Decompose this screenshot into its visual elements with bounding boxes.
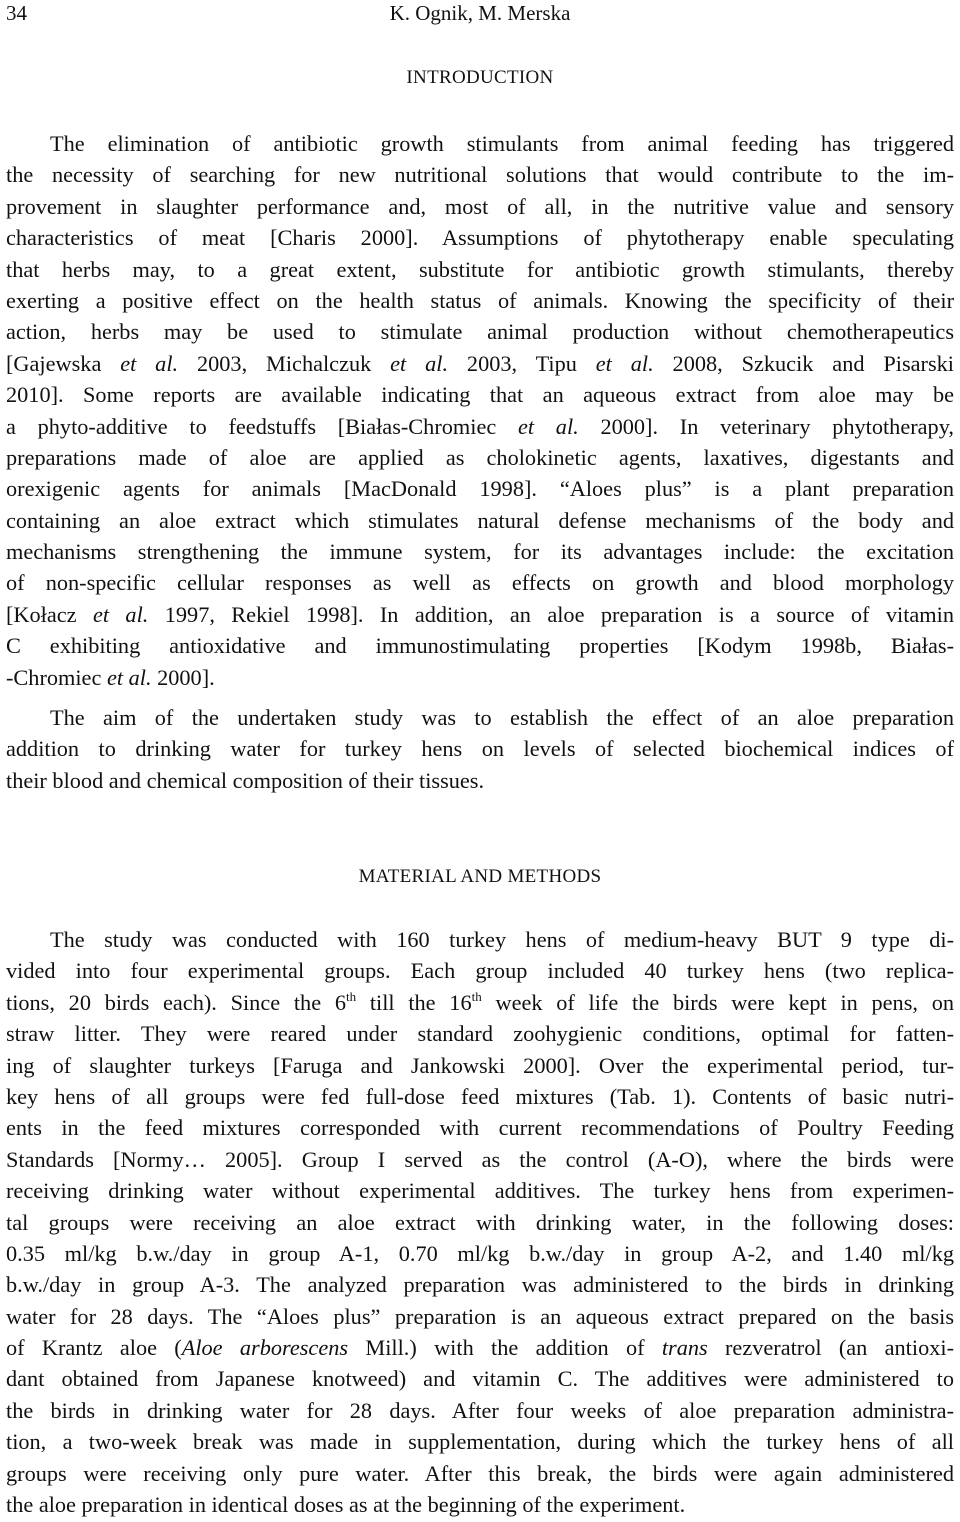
text-line: groups were receiving only pure water. After this break, the birds were again administered bbox=[6, 1460, 954, 1486]
methods-paragraph-1 bbox=[6, 924, 954, 1520]
text-line: addition to drinking water for turkey hens on levels of selected biochemical indices of bbox=[6, 736, 954, 762]
introduction-paragraph-1 bbox=[6, 128, 954, 693]
text-line: tions, 20 birds each). Since the 6th till the 16th week of life the birds were kept in pens, on bbox=[6, 988, 954, 1015]
introduction-heading: INTRODUCTION bbox=[406, 67, 554, 88]
text-line: 0.35 ml/kg b.w./day in group A-1, 0.70 ml/kg b.w./day in group A-2, and 1.40 ml/kg bbox=[6, 1240, 954, 1266]
text-line: The elimination of antibiotic growth stimulants from animal feeding has triggered bbox=[50, 131, 954, 156]
text-line: orexigenic agents for animals [MacDonald 1998]. “Aloes plus” is a plant preparation bbox=[6, 476, 954, 502]
text-line: -Chromiec et al. 2000]. bbox=[6, 664, 215, 690]
text-line: ing of slaughter turkeys [Faruga and Jankowski 2000]. Over the experimental period, tur- bbox=[6, 1052, 954, 1078]
text-line: a phyto-additive to feedstuffs [Białas-Chromiec et al. 2000]. In veterinary phytotherapy, bbox=[6, 413, 954, 439]
text-line: [Gajewska et al. 2003, Michalczuk et al. 2003, Tipu et al. 2008, Szkucik and Pisarski bbox=[6, 350, 954, 376]
text-line: straw litter. They were reared under standard zoohygienic conditions, optimal for fatten- bbox=[6, 1021, 954, 1047]
text-line: containing an aloe extract which stimulates natural defense mechanisms of the body and bbox=[6, 507, 954, 533]
text-line: vided into four experimental groups. Each group included 40 turkey hens (two replica- bbox=[6, 958, 954, 984]
text-line: mechanisms strengthening the immune system, for its advantages include: the excitation bbox=[6, 539, 954, 565]
text-line: the birds in drinking water for 28 days. After four weeks of aloe preparation administra- bbox=[6, 1397, 954, 1423]
text-line: b.w./day in group A-3. The analyzed preparation was administered to the birds in drinking bbox=[6, 1272, 954, 1298]
introduction-paragraph-2 bbox=[6, 702, 954, 796]
running-head: K. Ognik, M. Merska bbox=[389, 1, 571, 25]
text-line: key hens of all groups were fed full-dose feed mixtures (Tab. 1). Contents of basic nutri- bbox=[6, 1083, 954, 1109]
text-line: characteristics of meat [Charis 2000]. Assumptions of phytotherapy enable speculating bbox=[6, 225, 954, 251]
text-line: tion, a two-week break was made in supplementation, during which the turkey hens of all bbox=[6, 1429, 954, 1455]
material-and-methods-heading: MATERIAL AND METHODS bbox=[358, 866, 602, 887]
text-line: their blood and chemical composition of their tissues. bbox=[6, 767, 485, 793]
text-line: the aloe preparation in identical doses as at the beginning of the experiment. bbox=[6, 1492, 686, 1518]
text-line: receiving drinking water without experimental additives. The turkey hens from experimen- bbox=[6, 1178, 954, 1204]
text-line: action, herbs may be used to stimulate animal production without chemotherapeutics bbox=[6, 319, 954, 345]
page-number: 34 bbox=[6, 1, 27, 25]
text-line: of Krantz aloe (Aloe arborescens Mill.) with the addition of trans rezveratrol (an antioxi- bbox=[6, 1335, 954, 1361]
text-line: water for 28 days. The “Aloes plus” preparation is an aqueous extract prepared on the basis bbox=[6, 1303, 954, 1329]
text-line: exerting a positive effect on the health status of animals. Knowing the specificity of their bbox=[6, 287, 954, 313]
text-line: 2010]. Some reports are available indicating that an aqueous extract from aloe may be bbox=[6, 382, 954, 408]
text-line: Standards [Normy… 2005]. Group I served as the control (A-O), where the birds were bbox=[6, 1146, 954, 1172]
text-line: that herbs may, to a great extent, substitute for antibiotic growth stimulants, thereby bbox=[6, 256, 954, 282]
text-line: The study was conducted with 160 turkey hens of medium-heavy BUT 9 type di- bbox=[50, 927, 954, 952]
text-line: dant obtained from Japanese knotweed) and vitamin C. The additives were administered to bbox=[6, 1366, 954, 1392]
text-line: of non-specific cellular responses as well as effects on growth and blood morphology bbox=[6, 570, 954, 596]
text-line: C exhibiting antioxidative and immunostimulating properties [Kodym 1998b, Białas- bbox=[6, 633, 954, 659]
text-line: provement in slaughter performance and, most of all, in the nutritive value and sensory bbox=[6, 193, 954, 219]
text-line: The aim of the undertaken study was to establish the effect of an aloe preparation bbox=[50, 705, 954, 730]
page-header bbox=[0, 0, 960, 26]
text-line: ents in the feed mixtures corresponded with current recommendations of Poultry Feeding bbox=[6, 1115, 954, 1141]
text-line: the necessity of searching for new nutritional solutions that would contribute to the im- bbox=[6, 162, 954, 188]
text-line: [Kołacz et al. 1997, Rekiel 1998]. In addition, an aloe preparation is a source of vitamin bbox=[6, 601, 954, 627]
text-line: tal groups were receiving an aloe extract with drinking water, in the following doses: bbox=[6, 1209, 954, 1235]
text-line: preparations made of aloe are applied as cholokinetic agents, laxatives, digestants and bbox=[6, 444, 954, 470]
